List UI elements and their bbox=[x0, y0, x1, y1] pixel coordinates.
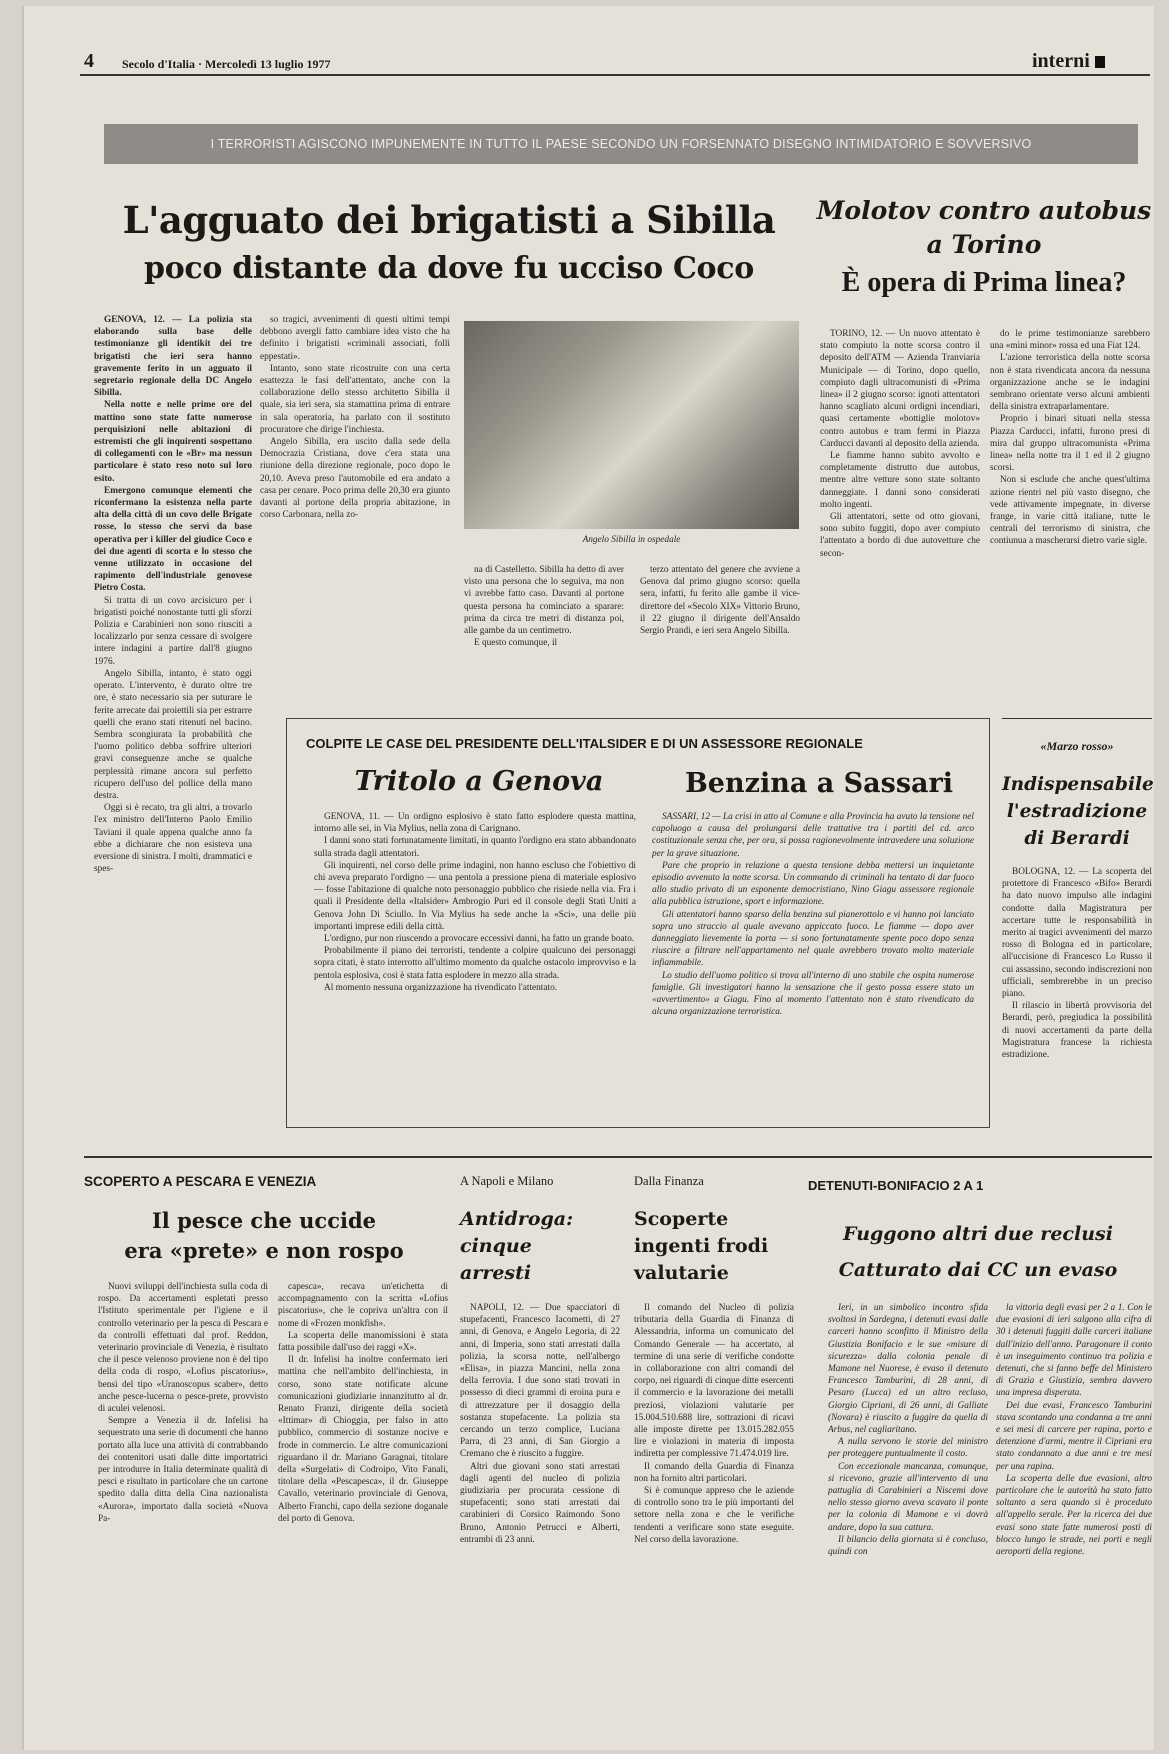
lead-paragraph: Si tratta di un covo arcisicuro per i brigatisti poiché nonostante tutti gli sforzi Polizia e Carabinieri non sono riusciti a localizzarlo pur senza cessare di svolgere intere indagini a partire dall'8 giugno 1976. bbox=[94, 595, 252, 667]
berardi-rule bbox=[1002, 718, 1152, 719]
detenuti-kicker: DETENUTI-BONIFACIO 2 A 1 bbox=[808, 1178, 984, 1193]
sassari-paragraph: Pare che proprio in relazione a questa tensione debba mettersi un inquietante episodio avvenuto la notte scorsa. Un commando di criminali ha tentato di dar fuoco allo studio privato di un esponente democristiano, Nino Giagu assessore regionale alla pubblica istruzione, sport e informazione. bbox=[652, 860, 974, 908]
genova-paragraph: I danni sono stati fortunatamente limitati, in quanto l'ordigno era stato abbandonato sulla strada dagli attentatori. bbox=[314, 836, 636, 859]
bottom-section-rule bbox=[84, 1156, 1152, 1158]
turin-title-line2: a Torino bbox=[926, 230, 1042, 259]
frodi-paragraph: Il comando della Guardia di Finanza non ha fornito altri particolari. bbox=[634, 1461, 794, 1484]
genova-paragraph: Probabilmente il piano dei terroristi, tendente a colpire qualcuno dei personaggi sopra citati, è stato interrotto all'ultimo momento da qualche ostacolo improvviso e la pentola esplosiva, così è stata fatta esplodere in mezzo alla strada. bbox=[314, 946, 636, 981]
sassari-paragraph: SASSARI, 12 — La crisi in atto al Comune e alla Provincia ha avuto la tensione nel capoluogo a causa del prolungarsi delle trattative tra i partiti del cd. arco costituzionale senza che, per ora, si possa ragionevolmente intravedere una soluzione per la grave situazione. bbox=[652, 812, 974, 859]
lead-headline bbox=[94, 196, 804, 294]
lead-column-1 bbox=[94, 314, 252, 1106]
berardi-title-line2: l'estradizione bbox=[1006, 801, 1148, 822]
turin-paragraph: do le prime testimonianze sarebbero una «mini minor» rossa ed una Fiat 124. bbox=[990, 329, 1150, 352]
droga-text bbox=[460, 1302, 620, 1742]
lead-paragraph: Intanto, sono state ricostruite con una certa esattezza le fasi dell'attentato, anche con la collaborazione dello stesso architetto Sibilla il quale, sia ieri sera, sia stamattina prima di entrare in sala operatoria, ha parlato con il sostituto procuratore che dirige l'inchiesta. bbox=[260, 363, 450, 435]
berardi-title-line3: di Berardi bbox=[1024, 828, 1130, 849]
genova-title: Tritolo a Genova bbox=[354, 766, 604, 797]
genova-paragraph: L'ordigno, pur non riuscendo a provocare eccessivi danni, ha fatto un grande boato. bbox=[324, 934, 635, 945]
turin-column-1 bbox=[820, 328, 980, 708]
turin-paragraph: TORINO, 12. — Un nuovo attentato è stato compiuto la notte scorsa contro il deposito dell'ATM — Azienda Tranviaria Municipale — di Torino, dopo quello, compiuto dagli ultracomunisti di «Prima linea» il 2 giugno scorso: ignoti attentatori hanno scagliato alcuni ordigni incendiari, quasi certamente «bottiglie molotov» contro autobus e tram fermi in Piazza Carducci davanti al deposito della azienda. bbox=[820, 329, 980, 449]
droga-paragraph: Altri due giovani sono stati arrestati dagli agenti del nucleo di polizia giudiziaria per procurata cessione di stupefacenti; sono stati arrestati dai carabinieri di Corsico Raimondo Sono Bruno, Antonio Petrucci e Alberti, entrambi di 23 anni. bbox=[460, 1461, 620, 1545]
detenuti-paragraph: Dei due evasi, Francesco Tamburini stava scontando una condanna a tre anni e sei mesi di carcere per rapina, porto e detenzione d'armi, mentre il Cipriani era stato condannato a due anni e tre mesi per una rapina. bbox=[996, 1400, 1152, 1472]
pesce-column-2 bbox=[278, 1281, 448, 1741]
detenuti-paragraph: Con eccezionale mancanza, comunque, si ricevono, grazie all'intervento di una pattuglia di Carabinieri a Niscemi dove nello stesso giorno aveva scavato il ponte per la colonia di Mamone e vi dovrà andare, dopo la sua cattura. bbox=[828, 1461, 988, 1533]
genova-text bbox=[314, 811, 636, 1116]
detenuti-title-line1: Fuggono altri due reclusi bbox=[843, 1223, 1113, 1245]
frodi-kicker: Dalla Finanza bbox=[634, 1174, 704, 1188]
genova-paragraph: Gli inquirenti, nel corso delle prime indagini, non hanno escluso che l'obiettivo di chi aveva preparato l'ordigno — una pentola a pressione piena di materiale esplosivo — fosse l'abitazione di qualche noto personaggio pubblico che risiede nella via. Fra i quali il Presidente della «Italsider» Ambrogio Puri ed il console degli Stati Uniti a Genova John Di Sciullo. In Via Mylius ha sede anche la «Sci», una delle più importanti imprese edili della città. bbox=[314, 860, 636, 932]
turin-title-line1: Molotov contro autobus bbox=[816, 196, 1152, 225]
lead-title-line2: poco distante da dove fu ucciso Coco bbox=[144, 251, 754, 286]
lead-paragraph: na di Castelletto. Sibilla ha detto di aver visto una persona che lo seguiva, ma non vi avrebbe fatto caso. Davanti al portone questa persona ha cominciato a sparare: prima da circa tre metri di distanza poi, alle gambe da un centimetro. bbox=[464, 565, 624, 637]
berardi-headline bbox=[1002, 771, 1152, 852]
detenuti-column-1 bbox=[828, 1302, 988, 1742]
box-kicker: COLPITE LE CASE DEL PRESIDENTE DELL'ITALSIDER E DI UN ASSESSORE REGIONALE bbox=[306, 736, 863, 751]
sassari-paragraph: Gli attentatori hanno sparso della benzina sul pianerottolo e vi hanno poi lanciato sopra uno straccio al quale avevano appiccato fuoco. Le fiamme — dopo aver danneggiato lievemente la porta — si sono fortunatamente spente poco dopo senza riuscire a filtrare nell'appartamento nel quale avrebbero trovato molto materiale infiammabile. bbox=[652, 909, 974, 969]
turin-headline bbox=[814, 194, 1154, 304]
detenuti-headline bbox=[808, 1216, 1148, 1288]
detenuti-paragraph: Ieri, in un simbolico incontro sfida svoltosi in Sardegna, i detenuti evasi dalle carceri hanno sconfitto il Ministro della Giustizia Bonifacio e le sue «misure di sicurezza» dalla colonia penale di Mamone nel Nuorese, è evaso il detenuto Francesco Tamburini, di 28 anni, di Pesaro (Lucca) ed un altro recluso, Giorgio Cipriani, di 26 anni, di Galliate (Novara) è riuscito a fuggire da quella di Arbus, nel cagliaritano. bbox=[828, 1303, 988, 1436]
pesce-paragraph: Sempre a Venezia il dr. Infelisi ha sequestrato una serie di documenti che hanno portato alla luce una attività di contrabbando dei contenitori usati dalle ditte importatrici per introdurre in Italia determinate qualità di pesci e risultato in particolare che un cartone spedito dalla ditta della Cina nazionalista «Aurora», importato dalla società «Nuova Pa- bbox=[98, 1416, 268, 1524]
pesce-title-line2: era «prete» e non rospo bbox=[124, 1238, 404, 1263]
lead-paragraph: so tragici, avvenimenti di questi ultimi tempi debbono avergli fatto cambiare idea visto che ha definito i brigatisti «criminali associati, folli eppestati». bbox=[260, 315, 450, 362]
lead-paragraph: Emergono comunque elementi che riconfermano la esistenza nella parte alta della città di un covo delle Brigate rosse, lo stesso che servì da base operativa per i killer del giudice Coco e dei due agenti di scorta e lo stesso che venne utilizzato in occasione del rapimento dell'industriale genovese Pietro Costa. bbox=[94, 485, 252, 594]
section-name: interni bbox=[1032, 50, 1090, 72]
detenuti-paragraph: la vittoria degli evasi per 2 a 1. Con le due evasioni di ieri salgono alla cifra di 30 i detenuti fuggiti dalle carceri italiane dall'inizio dell'anno. Paragonare il conto è un inseguimento continuo tra polizia e detenuti, che si fanno beffe del Ministero di Grazia e Giustizia, sembra davvero una impresa disperata. bbox=[996, 1303, 1152, 1399]
lead-paragraph: Angelo Sibilla, era uscito dalla sede della Democrazia Cristiana, dove c'era stata una riunione della direzione regionale, poco dopo le 20,10. Aveva preso l'automobile ed era andato a casa per cenare. Poco prima delle 20,30 era giunto davanti al portone della propria abitazione, in corso Carbonara, nella zo- bbox=[260, 437, 450, 521]
pesce-paragraph: La scoperta delle manomissioni è stata fatta possibile dall'uso dei raggi «X». bbox=[278, 1330, 448, 1354]
droga-paragraph: NAPOLI, 12. — Due spacciatori di stupefacenti, Francesco Iacometti, di 27 anni, di Genova, e Angelo Legoria, di 22 anni, di Imperia, sono stati arrestati dalla polizia, la scorsa notte, nell'albergo «Elisa», in piazza Mancini, nella zona della ferrovia. I due sono stati trovati in possesso di dieci grammi di eroina pura e di attrezzature per il dosaggio della sostanza stupefacente. La polizia sta cercando un terzo complice, Luciana Parra, di 23 anni, di San Giorgio a Cremano che è riuscito a fuggire. bbox=[460, 1303, 620, 1460]
lead-paragraph: GENOVA, 12. — La polizia sta elaborando sulla base delle testimonianze gli identikit dei tre brigatisti che ieri sera hanno gravemente ferito in un agguato il segretario regionale della DC Angelo Sibilla. bbox=[94, 315, 252, 399]
masthead: Secolo d'Italia bbox=[122, 57, 196, 71]
pesce-title-line1: Il pesce che uccide bbox=[151, 1208, 377, 1233]
photo-caption: Angelo Sibilla in ospedale bbox=[582, 535, 681, 545]
turin-column-2 bbox=[990, 328, 1150, 708]
frodi-paragraph: Il comando del Nucleo di polizia tributaria della Guardia di Finanza di Alessandria, informa un comunicato del Comando Generale — ha accertato, al termine di una serie di verifiche condotte in collaborazione con altri comandi del corpo, nei riguardi di cinque ditte esercenti il commercio e la lavorazione dei metalli preziosi, violazioni valutarie per 15.004.510.688 lire, sottrazioni di ricavi alle imposte dirette per 13.015.282.055 lire e violazioni in materia di imposta indiretta per complessive 71.474.019 lire. bbox=[634, 1303, 794, 1460]
banner-text: I TERRORISTI AGISCONO IMPUNEMENTE IN TUTTO IL PAESE SECONDO UN FORSENNATO DISEGNO INTIMIDATORIO E SOVVERSIVO bbox=[210, 137, 1032, 151]
frodi-text bbox=[634, 1302, 794, 1742]
sassari-title: Benzina a Sassari bbox=[684, 768, 953, 799]
photo-angelo-sibilla bbox=[464, 321, 799, 529]
sassari-text bbox=[652, 811, 974, 1116]
detenuti-title-line2: Catturato dai CC un evaso bbox=[838, 1259, 1118, 1281]
pesce-paragraph: capesca», recava un'etichetta di accompagnamento con la scritta «Lofius piscatorius», che le copriva un'altra con il nome di «Frozen monkfish». bbox=[278, 1282, 448, 1329]
lead-column-2 bbox=[260, 314, 450, 709]
berardi-title-line1: Indispensabile bbox=[1002, 774, 1154, 795]
lead-paragraph: E questo comunque, il bbox=[474, 638, 558, 649]
banner bbox=[104, 124, 1138, 164]
sassari-paragraph: Lo studio dell'uomo politico si trova all'interno di uno stabile che ospita numerose famiglie. Gli investigatori hanno la sensazione che il gesto possa essere stato un «avvertimento» a Giagu. Fino al momento l'attentato non è stato rivendicato da alcuna organizzazione terroristica. bbox=[652, 970, 974, 1018]
lead-title-line1: L'agguato dei brigatisti a Sibilla bbox=[122, 198, 776, 242]
square-icon bbox=[1095, 56, 1105, 68]
detenuti-paragraph: A nulla servono le storie del ministro per proteggere puntualmente il costo. bbox=[828, 1437, 988, 1460]
pesce-paragraph: Nuovi sviluppi dell'inchiesta sulla coda di rospo. Da accertamenti espletati presso l'Istituto sperimentale per l'igiene e il controllo veterinario per la pesca di Pescara e da controlli effettuati dal prof. Reddon, veterinario provinciale di Venezia, è risultato che il pesce velenoso proviene non è del tipo della coda di rospo, «Lofius piscatorius», bensì del tipo «Uranoscopus scaber», detto anche pesce-lucerna o pesce-prete, provvisto di aculei velenosi. bbox=[98, 1282, 268, 1415]
issue-date: Mercoledì 13 luglio 1977 bbox=[205, 57, 331, 71]
detenuti-paragraph: La scoperta delle due evasioni, altro particolare che le autorità ha stato fatto soltanto a sera quando si è proceduto all'appello serale. Per la ricerca dei due evasi sono state fatte numerosi posti di blocco lungo le strade, nei porti e negli aeroporti della regione. bbox=[996, 1473, 1152, 1558]
droga-headline bbox=[460, 1206, 620, 1287]
berardi-paragraph: BOLOGNA, 12. — La scoperta del protettore di Francesco «Bifo» Berardi ha dato nuovo impulso alle indagini condotte dalla Magistratura per accertare tutte le responsabilità in merito ai tragici avvenimenti del marzo rosso di Bologna ed in particolare, all'uccisione di Francesco Lo Russo il cui assassino, secondo indiscrezioni non ufficiali, sembrerebbe in un preciso piano. bbox=[1002, 867, 1152, 1000]
lead-paragraph: Angelo Sibilla, intanto, è stato oggi operato. L'intervento, è durato oltre tre ore, è stato necessario sia per suturare le ferite arrecate dai proiettili sia per estrarre quelli che erano stati ritenuti nel bacino. Sembra scongiurata la probabilità che l'uomo politico debba soffrire ulteriori gravi conseguenze anche se qualche perplessità rimane ancora sul perfetto ricupero dell'uso del pollice della mano destra. bbox=[94, 668, 252, 801]
frodi-title-line3: valutarie bbox=[634, 1262, 729, 1284]
droga-kicker: A Napoli e Milano bbox=[460, 1174, 554, 1188]
page-number: 4 bbox=[84, 50, 94, 72]
frodi-title-line1: Scoperte bbox=[634, 1208, 729, 1230]
lead-paragraph: Oggi si è recato, tra gli altri, a trovarlo l'ex ministro dell'Interno Paolo Emilio Taviani il quale appena qualche anno fa ebbe a dichiarare che non esisteva una eversione di sinistra. I molti, drammatici e spes- bbox=[94, 803, 252, 875]
masthead-and-date: Secolo d'Italia · Mercoledì 13 luglio 1977 bbox=[122, 57, 331, 71]
droga-title-line2: cinque bbox=[460, 1235, 532, 1257]
turin-paragraph: Gli attentatori, sette od otto giovani, sono subito fuggiti, dopo aver compiuto l'attentato a bordo di due autovetture che secon- bbox=[820, 512, 980, 559]
section-label bbox=[1032, 50, 1105, 73]
genova-paragraph: GENOVA, 11. — Un ordigno esplosivo è stato fatto esplodere questa mattina, intorno alle sei, in Via Mylius, nella zona di Carignano. bbox=[314, 812, 636, 835]
pesce-paragraph: Il dr. Infelisi ha inoltre confermato ieri mattina che nell'ambito dell'inchiesta, in corso, sono state notificate alcune comunicazioni giudiziarie innanzitutto al dr. Renato Franzi, dirigente della società «Ittimar» di Chioggia, per falso in atto pubblico, commercio di sostanze nocive e frode in commercio. Le altre comunicazioni riguardano il dr. Mariano Garagnai, titolare della «Surgelati» di Codroipo, Vito Fanali, titolare della «Pescapesca», il dr. Giuseppe Cavallo, veterinario provinciale di Genova, Alberto Franchi, capo della sezione doganale del porto di Genova. bbox=[278, 1355, 448, 1524]
droga-title-line3: arresti bbox=[460, 1262, 532, 1284]
berardi-text bbox=[1002, 866, 1152, 1106]
turin-paragraph: Proprio i binari situati nella stessa Piazza Carducci, infatti, furono presi di mira dal gruppo ultracomunista «Prima linea» nella notte tra il 1 ed il 2 giugno scorsi. bbox=[990, 414, 1150, 474]
lead-column-4 bbox=[640, 564, 800, 709]
lead-paragraph: terzo attentato del genere che avviene a Genova dal primo giugno scorso: quella sera, infatti, fu ferito alle gambe il vice-direttore del «Secolo XIX» Vittorio Bruno, il 22 giugno il dirigente dell'Ansaldo Sergio Prandi, e ieri sera Angelo Sibilla. bbox=[640, 565, 800, 637]
pesce-column-1 bbox=[98, 1281, 268, 1741]
pesce-kicker: SCOPERTO A PESCARA E VENEZIA bbox=[84, 1174, 317, 1189]
turin-subtitle: È opera di Prima linea? bbox=[841, 267, 1127, 298]
lead-paragraph: Nella notte e nelle prime ore del mattino sono state fatte numerose perquisizioni nelle abitazioni di estremisti che gli inquirenti sospettano di collegamenti con le «Br» ma nessun particolare è stato reso noto sul loro esito. bbox=[94, 400, 252, 484]
berardi-paragraph: Il rilascio in libertà provvisoria del Berardi, però, pregiudica la possibilità di nuovi accertamenti da parte della Magistratura francese la richiesta estradizione. bbox=[1002, 1001, 1152, 1061]
turin-paragraph: Non si esclude che anche quest'ultima azione rientri nel più vasto disegno, che vede attivamente impegnate, in diverse frange, in varie città italiane, tutte le centrali del terrorismo di sinistra, che contiunua a mascherarsi dietro varie sigle. bbox=[990, 475, 1150, 547]
frodi-headline bbox=[634, 1206, 794, 1287]
droga-title-line1: Antidroga: bbox=[460, 1208, 574, 1230]
header-rule bbox=[80, 74, 1150, 76]
berardi-kicker: «Marzo rosso» bbox=[1040, 739, 1114, 753]
pesce-headline bbox=[84, 1206, 444, 1266]
frodi-paragraph: Si è comunque appreso che le aziende di controllo sono tra le più importanti del settore nella zona e che le verifiche tendenti a verificare sono state eseguite. Nel corso della lavorazione. bbox=[634, 1486, 794, 1545]
newspaper-page bbox=[22, 6, 1154, 1750]
frodi-title-line2: ingenti frodi bbox=[634, 1235, 769, 1257]
turin-paragraph: L'azione terroristica della notte scorsa non è stata rivendicata ancora da nessuna organizzazione anche se le indagini sembrano orientate verso alcuni ambienti della sinistra extraparlamentare. bbox=[990, 353, 1150, 413]
genova-paragraph: Al momento nessuna organizzazione ha rivendicato l'attentato. bbox=[324, 982, 558, 993]
lead-column-3 bbox=[464, 564, 624, 709]
detenuti-paragraph: Il bilancio della giornata si è concluso, quindi con bbox=[828, 1534, 988, 1558]
detenuti-column-2 bbox=[996, 1302, 1152, 1742]
turin-paragraph: Le fiamme hanno subito avvolto e completamente distrutto due autobus, mentre altre vetture sono state soltanto danneggiate. I danni sono considerati molto ingenti. bbox=[820, 451, 980, 510]
